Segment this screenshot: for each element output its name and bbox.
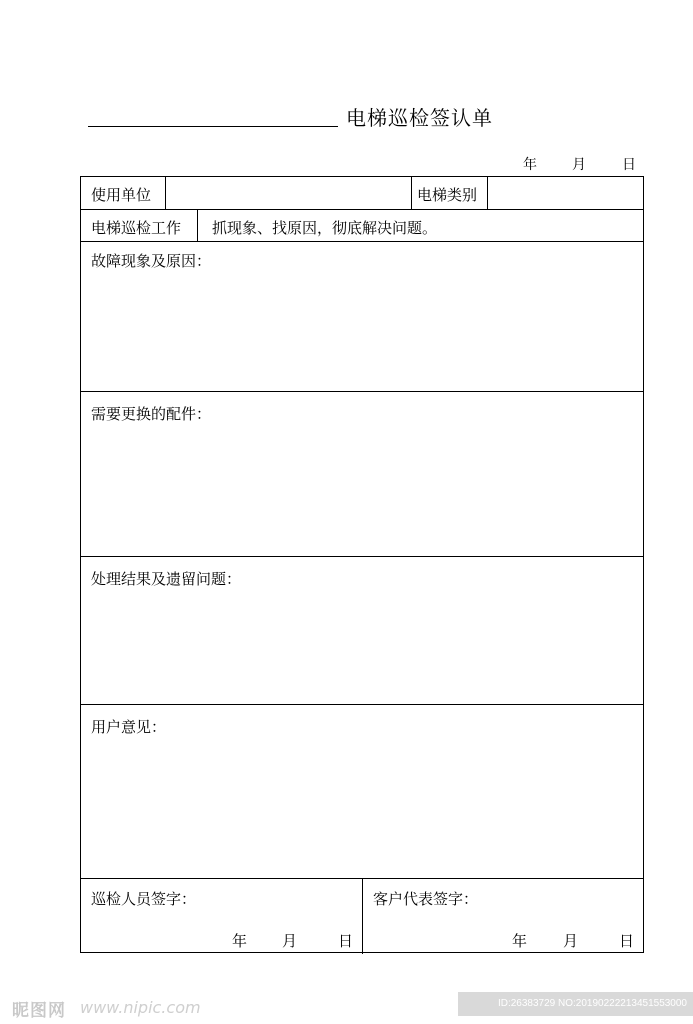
customer-date-year: 年 (512, 932, 528, 950)
page-title: 电梯巡检签认单 (346, 106, 493, 130)
title-blank-line[interactable] (88, 126, 338, 127)
col-divider (362, 878, 363, 954)
inspector-date-year: 年 (232, 932, 248, 950)
elevator-type-field[interactable] (493, 184, 633, 206)
parts-section-area[interactable] (85, 427, 637, 551)
customer-signature-label: 客户代表签字： (373, 890, 479, 908)
opinion-section-area[interactable] (85, 740, 637, 874)
result-section-area[interactable] (85, 592, 637, 700)
col-divider (411, 177, 412, 209)
row-divider (81, 556, 643, 557)
title-row (88, 100, 608, 132)
watermark-id: ID:26383729 NO:20190222213451553000 (458, 992, 693, 1016)
row-divider (81, 704, 643, 705)
work-value: 抓现象、找原因，彻底解决问题。 (212, 219, 438, 237)
unit-field[interactable] (175, 184, 401, 206)
top-date-day: 日 (622, 157, 636, 173)
row-divider (81, 209, 643, 210)
result-section-label: 处理结果及遗留问题： (91, 570, 242, 588)
unit-label: 使用单位 (91, 186, 152, 204)
fault-section-area[interactable] (85, 275, 637, 385)
row-divider (81, 241, 643, 242)
col-divider (165, 177, 166, 209)
row-divider (81, 391, 643, 392)
watermark-logo: 昵图网 (12, 1001, 66, 1021)
parts-section-label: 需要更换的配件： (91, 405, 212, 423)
elevator-type-label: 电梯类别 (417, 186, 478, 204)
top-date-month: 月 (572, 157, 586, 173)
inspector-date-day: 日 (338, 932, 354, 950)
fault-section-label: 故障现象及原因： (91, 252, 212, 270)
inspector-signature-label: 巡检人员签字： (91, 890, 197, 908)
watermark-url: www.nipic.com (80, 998, 201, 1017)
opinion-section-label: 用户意见： (91, 718, 167, 736)
col-divider (487, 177, 488, 209)
top-date-year: 年 (523, 157, 537, 173)
work-label: 电梯巡检工作 (91, 219, 182, 237)
customer-date-month: 月 (563, 932, 579, 950)
col-divider (197, 209, 198, 241)
inspector-date-month: 月 (282, 932, 298, 950)
inspection-form (80, 176, 644, 953)
customer-date-day: 日 (619, 932, 635, 950)
